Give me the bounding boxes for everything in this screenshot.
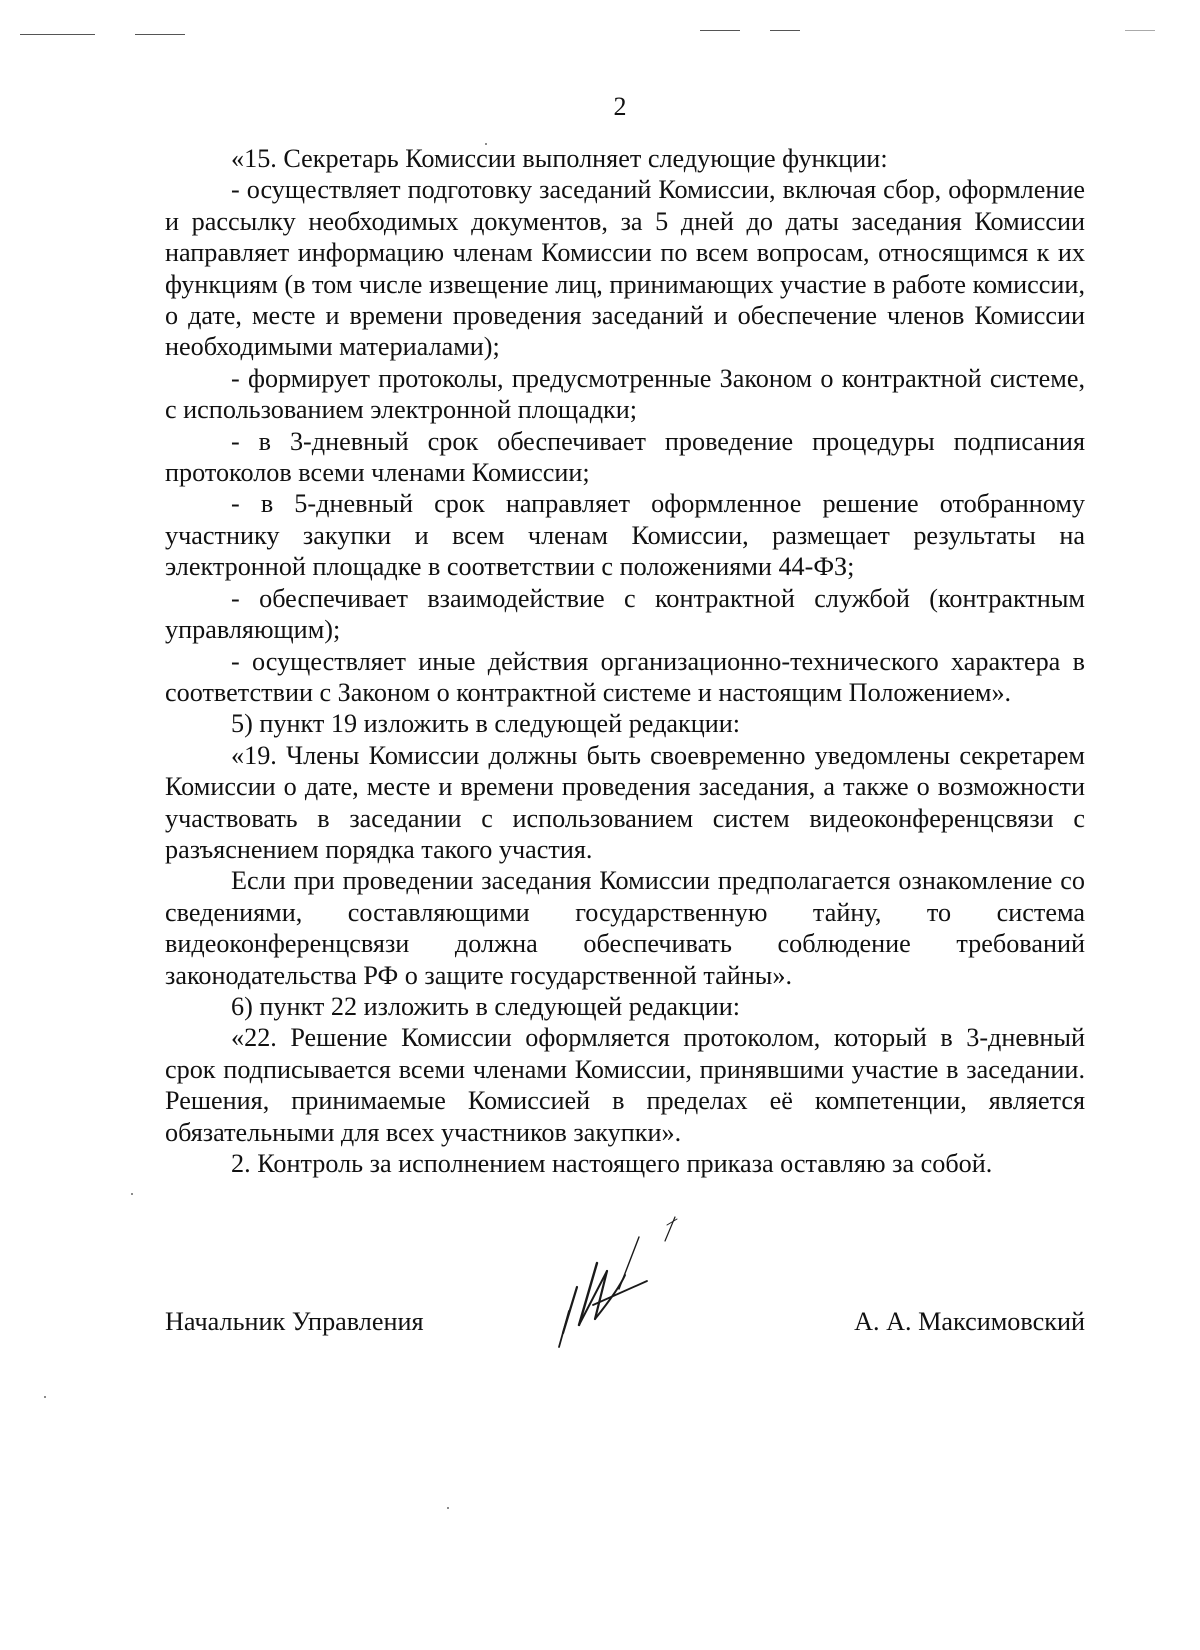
- signature-block: [165, 1306, 1085, 1346]
- scan-mark: [700, 30, 740, 31]
- paragraph: «22. Решение Комиссии оформляется протоколом, который в 3-дневный срок подписывается всеми членами Комиссии, принявшими участие в заседании. Решения, принимаемые Комиссией в пределах её компетенции, является обязательными для всех участников закупки».: [165, 1023, 1085, 1147]
- scan-speck: [44, 1396, 46, 1398]
- paragraph: - осуществляет подготовку заседаний Комиссии, включая сбор, оформление и рассылку необходимых документов, за 5 дней до даты заседания Комиссии направляет информацию членам Комиссии по всем вопросам, относящимся к их функциям (в том числе извещение лиц, принимающих участие в работе комиссии, о дате, месте и времени проведения заседаний и обеспечение членов Комиссии необходимыми материалами);: [165, 175, 1085, 362]
- scan-mark: [20, 34, 95, 35]
- paragraph: - в 3-дневный срок обеспечивает проведение процедуры подписания протоколов всеми членами Комиссии;: [165, 426, 1085, 488]
- paragraph: - формирует протоколы, предусмотренные Законом о контрактной системе, с использованием электронной площадки;: [165, 363, 1085, 425]
- scan-speck: [447, 1507, 449, 1509]
- paragraph: 6) пункт 22 изложить в следующей редакции:: [231, 991, 741, 1021]
- scan-speck: [131, 1193, 133, 1195]
- paragraph: - обеспечивает взаимодействие с контрактной службой (контрактным управляющим);: [165, 583, 1085, 645]
- paragraph: Если при проведении заседания Комиссии предполагается ознакомление со сведениями, составляющими государственную тайну, то система видеоконференцсвязи должна обеспечивать соблюдение требований законодательства РФ о защите государственной тайны».: [165, 866, 1085, 990]
- page-number: 2: [613, 92, 627, 121]
- paragraph: - в 5-дневный срок направляет оформленное решение отобранному участнику закупки и всем членам Комиссии, размещает результаты на электронной площадке в соответствии с положениями 44-ФЗ;: [165, 489, 1085, 582]
- paragraph: «19. Члены Комиссии должны быть своевременно уведомлены секретарем Комиссии о дате, месте и времени проведения заседания, а также о возможности участвовать в заседании с использованием систем видеоконференцсвязи с разъяснением порядка такого участия.: [165, 740, 1085, 864]
- scan-mark: [1125, 30, 1155, 31]
- scan-mark: [770, 30, 800, 31]
- paragraph: «15. Секретарь Комиссии выполняет следующие функции:: [231, 144, 888, 173]
- document-body: [165, 143, 1085, 1179]
- paragraph: 5) пункт 19 изложить в следующей редакции:: [231, 709, 741, 739]
- scan-mark: [135, 34, 185, 35]
- paragraph: 2. Контроль за исполнением настоящего приказа оставляю за собой.: [231, 1149, 993, 1178]
- signer-position: Начальник Управления: [165, 1307, 424, 1336]
- signer-name: А. А. Максимовский: [854, 1307, 1085, 1336]
- paragraph: - осуществляет иные действия организационно-технического характера в соответствии с Законом о контрактной системе и настоящим Положением».: [165, 646, 1085, 707]
